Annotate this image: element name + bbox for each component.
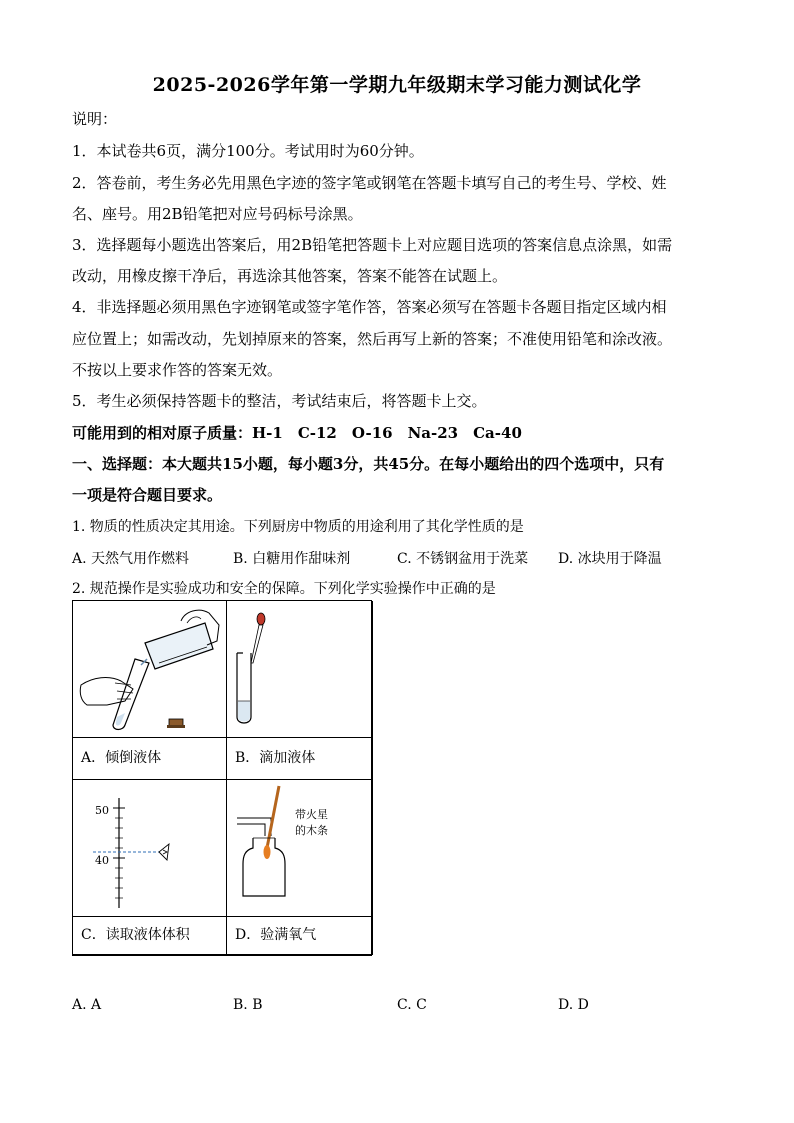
note-line: 不按以上要求作答的答案无效。	[72, 361, 283, 379]
question-1-option-d[interactable]: D. 冰块用于降温	[558, 551, 662, 567]
note-line: 4．非选择题必须用黑色字迹钢笔或签字笔作答，答案必须写在答题卡各题目指定区域内相	[72, 298, 667, 316]
note-line: 5．考生必须保持答题卡的整洁，考试结束后，将答题卡上交。	[72, 392, 487, 410]
option-a-label[interactable]: A．倾倒液体	[73, 738, 227, 780]
answer-d[interactable]: D. D	[558, 997, 589, 1013]
measuring-cylinder-illustration	[73, 780, 227, 917]
question-2-stem: 2. 规范操作是实验成功和安全的保障。下列化学实验操作中正确的是	[72, 581, 496, 597]
question-1-option-a[interactable]: A. 天然气用作燃料	[72, 551, 190, 567]
answer-c[interactable]: C. C	[397, 997, 427, 1013]
note-line: 2．答卷前，考生务必先用黑色字迹的签字笔或钢笔在答题卡填写自己的考生号、学校、姓	[72, 174, 667, 192]
oxygen-test-illustration	[227, 780, 373, 917]
note-line: 1．本试卷共6页，满分100分。考试用时为60分钟。	[72, 142, 424, 160]
atomic-masses: 可能用到的相对原子质量：H-1 C-12 O-16 Na-23 Ca-40	[72, 424, 522, 442]
dropper-illustration	[227, 601, 373, 738]
question-1-option-b[interactable]: B. 白糖用作甜味剂	[233, 551, 351, 567]
option-d-label[interactable]: D．验满氧气	[227, 917, 373, 955]
question-2-figure-table	[72, 600, 372, 956]
question-1-stem: 1. 物质的性质决定其用途。下列厨房中物质的用途利用了其化学性质的是	[72, 519, 524, 535]
note-line: 名、座号。用2B铅笔把对应号码标号涂黑。	[72, 205, 363, 223]
option-b-label[interactable]: B．滴加液体	[227, 738, 373, 780]
section-heading-cont: 一项是符合题目要求。	[72, 486, 223, 504]
splint-label-2: 的木条	[295, 824, 328, 837]
question-2-answers	[72, 997, 732, 1017]
note-line: 改动，用橡皮擦干净后，再选涂其他答案，答案不能答在试题上。	[72, 267, 508, 285]
section-heading: 一、选择题：本大题共15小题，每小题3分，共45分。在每小题给出的四个选项中，只有	[72, 455, 665, 473]
scale-label-50: 50	[95, 804, 109, 817]
question-1-option-c[interactable]: C. 不锈钢盆用于洗菜	[397, 551, 529, 567]
answer-a[interactable]: A. A	[72, 997, 102, 1013]
note-line: 应位置上；如需改动，先划掉原来的答案，然后再写上新的答案；不准使用铅笔和涂改液。	[72, 330, 673, 348]
answer-b[interactable]: B. B	[233, 997, 263, 1013]
question-1-options	[72, 548, 732, 568]
option-c-label[interactable]: C．读取液体体积	[73, 917, 227, 955]
note-line: 3．选择题每小题选出答案后，用2B铅笔把答题卡上对应题目选项的答案信息点涂黑，如需	[72, 236, 673, 254]
pour-liquid-illustration	[73, 601, 227, 738]
scale-label-40: 40	[95, 854, 109, 867]
splint-label-1: 带火星	[295, 808, 328, 821]
notes-heading: 说明：	[72, 110, 118, 128]
page-title: 2025-2026学年第一学期九年级期末学习能力测试化学	[152, 74, 642, 96]
